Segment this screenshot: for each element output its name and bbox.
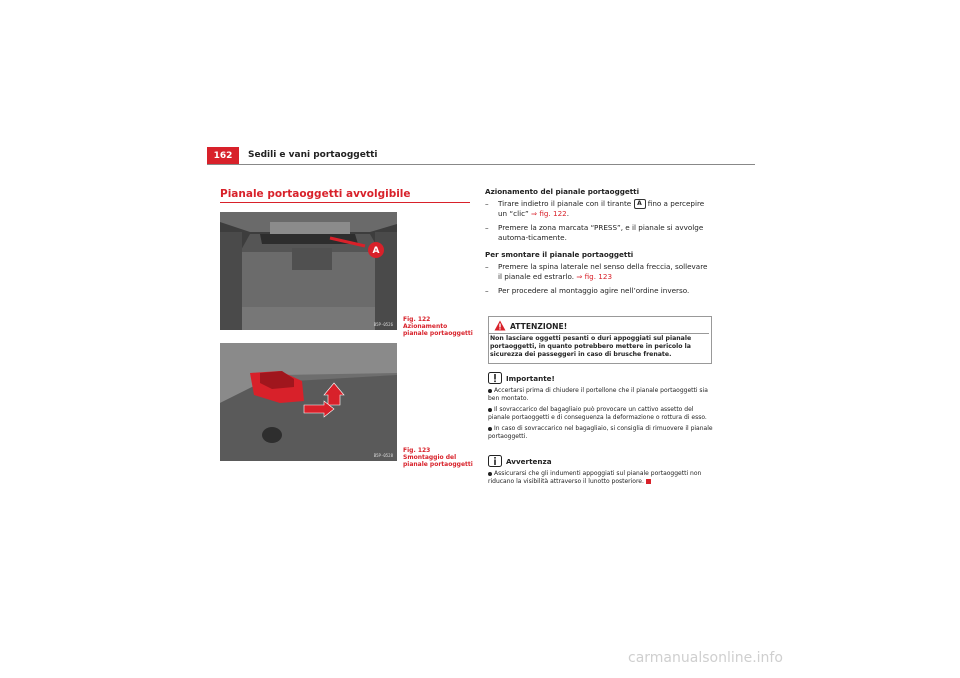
end-of-section-mark <box>646 479 651 484</box>
figure-122-caption: Fig. 122 Azionamento pianale portaoggetti <box>403 316 473 337</box>
operation-heading: Azionamento del pianale portaoggetti <box>485 187 640 196</box>
section-title: Pianale portaoggetti avvolgibile <box>220 188 411 200</box>
figure-123-caption: Fig. 123 Smontaggio del pianale portaoggetti <box>403 447 473 468</box>
important-section <box>488 372 714 444</box>
important-item-2: Il sovraccarico del bagagliaio può provocare un cattivo assetto del pianale portaoggetti e di conseguenza la deformazione o rottura di esso. <box>488 406 707 421</box>
exclamation-icon <box>488 372 502 384</box>
fig-123-link[interactable]: ⇒ fig. 123 <box>576 272 613 281</box>
section-divider <box>220 202 470 203</box>
figure-123-image <box>220 343 397 461</box>
warning-triangle-icon <box>494 320 506 331</box>
warning-title: ATTENZIONE! <box>510 322 568 331</box>
note-item-1: Assicurarsi che gli indumenti appoggiati sul pianale portaoggetti non riducano la visibilità attraverso il lunotto posteriore. <box>488 470 702 485</box>
watermark: carmanualsonline.info <box>628 650 783 666</box>
figure-122-code: B5P-0526 <box>373 322 393 327</box>
page-number: 162 <box>207 147 239 164</box>
chapter-title: Sedili e vani portaoggetti <box>248 150 378 160</box>
cover-removal-illustration <box>220 343 397 461</box>
important-item-3: In caso di sovraccarico nel bagagliaio, si consiglia di rimuovere il pianale portaoggetti. <box>488 425 713 440</box>
operation-step-1: – Tirare indietro il pianale con il tirante A fino a percepire un “clic” ⇒ fig. 122. <box>485 199 705 218</box>
figure-123-code: B5P-0528 <box>373 453 393 458</box>
warning-divider <box>489 333 709 334</box>
info-icon <box>488 455 502 467</box>
removal-step-1: – Premere la spina laterale nel senso della freccia, sollevare il pianale ed estrarlo. ⇒ fig. 123 <box>485 262 708 281</box>
removal-heading: Per smontare il pianale portaoggetti <box>485 250 634 259</box>
header-divider <box>207 164 755 165</box>
removal-step-2: – Per procedere al montaggio agire nell’ordine inverso. <box>485 286 690 295</box>
callout-a-badge: A <box>634 199 646 209</box>
figure-122-image <box>220 212 397 330</box>
note-section <box>488 455 714 489</box>
trunk-cover-illustration <box>220 212 397 330</box>
operation-section <box>485 187 711 296</box>
fig-122-link[interactable]: ⇒ fig. 122 <box>531 209 567 218</box>
important-item-1: Accertarsi prima di chiudere il portellone che il pianale portaoggetti sia ben montato. <box>488 387 708 402</box>
callout-a-label: A <box>372 246 380 256</box>
operation-step-2: – Premere la zona marcata “PRESS”, e il pianale si avvolge automa-ticamente. <box>485 223 704 242</box>
warning-text: Non lasciare oggetti pesanti o duri appoggiati sul pianale portaoggetti, in quanto potrebbero mettere in pericolo la sicurezza dei passeggeri in caso di brusche frenate. <box>490 335 692 358</box>
important-heading: Importante! <box>488 372 714 384</box>
note-heading: Avvertenza <box>488 455 714 467</box>
